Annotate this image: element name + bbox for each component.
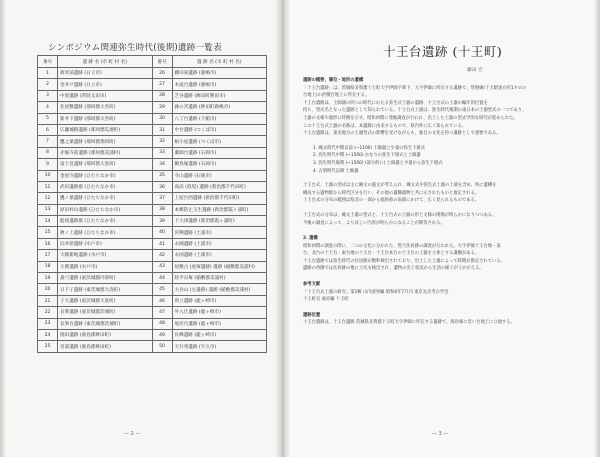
site-number: 12 xyxy=(38,193,58,204)
site-number: 44 xyxy=(152,273,172,284)
text-line: 十王台遺跡は、東北地方の土器型式の影響を受けながらも、独自の文化を持つ遺跡として重要である。 xyxy=(303,131,501,137)
article-author: 藤田 宏 xyxy=(467,68,483,73)
page-edge xyxy=(0,0,6,457)
text-line: 今後の調査によって、より詳しい内容が明らかになることが期待される。 xyxy=(303,220,445,226)
site-number: 49 xyxy=(152,329,172,340)
site-name: 木滝台遺跡 (鹿嶋市) xyxy=(172,79,267,90)
site-number: 37 xyxy=(152,193,172,204)
text-line: 十王台式の分布は、縄文土器の型式と、十王台式の土器の形と文様の関係が明らかになりつつある。 xyxy=(303,212,497,218)
text-line xyxy=(303,304,561,311)
site-number: 4 xyxy=(38,102,58,113)
text-line xyxy=(303,227,561,234)
site-number: 42 xyxy=(152,250,172,261)
table-title: シンポジウム関連弥生時代(後期)遺跡一覧表 xyxy=(48,43,222,53)
section-heading: 参考文献 xyxy=(303,282,321,288)
page-number: — 3 — xyxy=(432,431,449,437)
site-name: 芝谷遺跡 (鉾田町勝田市) xyxy=(172,90,267,101)
site-number: 33 xyxy=(152,147,172,158)
table-row xyxy=(38,250,267,261)
site-name: 長峯台遺跡 (東茨城郡茨城町) xyxy=(58,318,153,329)
site-number: 47 xyxy=(152,307,172,318)
site-name: 富士見遺跡 (那珂郡大洗町) xyxy=(58,159,153,170)
site-name: 長峯遺跡 (東茨城郡茨城町) xyxy=(58,307,153,318)
table-row xyxy=(38,204,267,215)
section-heading: 遺跡の概要、層位・地形の遺構 xyxy=(303,78,364,83)
site-name: 天行事遺跡 (牛久市) xyxy=(172,341,267,352)
site-number: 29 xyxy=(152,102,172,113)
site-name: 金屋寺遺跡 (ひたちなか市) xyxy=(58,170,153,181)
table-row xyxy=(38,193,267,204)
site-name: 屋敷古 (虎塚遺跡) 遺跡 (稲敷郡美浦村) xyxy=(172,261,267,272)
site-number: 1 xyxy=(38,68,58,79)
site-name: 原田杯山遺跡 (ひたちなか市) xyxy=(58,204,153,215)
site-name: 園田遺跡 (鹿島郡鉾田町) xyxy=(58,329,153,340)
site-number: 41 xyxy=(152,238,172,249)
site-name: 大鷲遺跡 (水戸市) xyxy=(58,261,153,272)
site-name: 向井原遺跡 (水戸市) xyxy=(58,238,153,249)
site-number: 16 xyxy=(38,238,58,249)
site-number: 15 xyxy=(38,227,58,238)
site-number: 46 xyxy=(152,295,172,306)
site-name: 根小屋遺跡 (つくば市) xyxy=(172,136,267,147)
section-heading: 遺跡位置 xyxy=(303,312,321,318)
page-edge xyxy=(594,0,600,457)
site-name: 尾岸台遺跡 (龍ヶ崎市) xyxy=(172,318,267,329)
site-name: 長峰遺跡 (龍ヶ崎市) xyxy=(172,329,267,340)
site-name: 宮輝遺跡 (土浦市) xyxy=(172,227,267,238)
site-name: 寺山遺跡 (石岡市) xyxy=(172,170,267,181)
site-name: 赤堀寺前遺跡 (那珂郡美浦村) xyxy=(58,147,153,158)
text-line: 「十王台式土器の研究」第1輯 山内清男編 昭和6年7月刊 東京先史考古学会 xyxy=(303,289,449,295)
table-row xyxy=(38,329,267,340)
table-row xyxy=(38,318,267,329)
site-name: 広瀬城跡遺跡 (那珂郡瓜連町) xyxy=(58,124,153,135)
site-number: 9 xyxy=(38,159,58,170)
table-row xyxy=(38,90,267,101)
site-number: 28 xyxy=(152,90,172,101)
site-name: 新井下遺跡 (那珂郡大宮町) xyxy=(58,113,153,124)
table-row xyxy=(38,227,267,238)
site-number: 26 xyxy=(152,68,172,79)
table-row xyxy=(38,341,267,352)
table-row xyxy=(38,181,267,192)
site-name: 永国遺跡 (土浦市) xyxy=(172,250,267,261)
site-name: 荷立遺跡 (龍ヶ崎市) xyxy=(172,295,267,306)
site-number: 25 xyxy=(38,341,58,352)
site-name: 藤田東遺跡 (鹿嶋市) xyxy=(172,68,267,79)
site-name: 鷹之巣遺跡 (那珂郡那珂町) xyxy=(58,136,153,147)
site-name: 中原遺跡 (常陸太田市) xyxy=(58,90,153,101)
text-line: 十王台遺跡は、十王台遺跡 茨城県多賀郡十王町大字伊師に所在する遺跡で、海岸線に近い台地上に立地する。 xyxy=(303,320,515,326)
table-row xyxy=(38,159,267,170)
site-number: 11 xyxy=(38,181,58,192)
text-line: 十王台遺跡は、土師器の四つの時代にわたる弥生式土器の遺跡、十王台式の土器の編年的位置を xyxy=(303,100,488,106)
site-name: 日下子遺跡 (東茨城郡大洗町) xyxy=(58,284,153,295)
site-number: 6 xyxy=(38,124,58,135)
site-number: 10 xyxy=(38,170,58,181)
site-name: 鍬鳥塚遺跡 (石岡市) xyxy=(172,159,267,170)
text-line: 昭和初期の調査の際に、二つの文化に分かれた、竪穴住居跡の調査が行われた。大字伊師十王台地・南 xyxy=(303,243,501,249)
table-row xyxy=(38,79,267,90)
site-name: 薬師台遺跡 (石岡市) xyxy=(172,147,267,158)
site-name: 武田遺跡群 (ひたちなか市) xyxy=(58,181,153,192)
site-number: 45 xyxy=(152,284,172,295)
site-name: 北屋敷遺跡 (那珂郡大宮町) xyxy=(58,102,153,113)
table-header-row xyxy=(38,56,267,68)
text-line: 十王町史 通史編 十王町 xyxy=(303,297,349,303)
site-number: 35 xyxy=(152,170,172,181)
site-number: 50 xyxy=(152,341,172,352)
header-no: 番号 xyxy=(38,56,58,68)
site-number: 17 xyxy=(38,250,58,261)
site-name: 中台遺跡 (つくば市) xyxy=(172,124,267,135)
article-body xyxy=(303,76,561,327)
header-no: 番号 xyxy=(152,56,172,68)
site-number: 19 xyxy=(38,273,58,284)
site-number: 5 xyxy=(38,113,58,124)
site-number: 39 xyxy=(152,216,172,227)
text-line: 十王台式、土器の型式は主に縄文の施文が考えられ、縄文式や弥生式土器の上層を含め、特に遺構を xyxy=(303,183,497,189)
table-row xyxy=(38,261,267,272)
text-line: 持ち、型式名となった遺跡として知られている。十王台式土器は、弥生時代後期の東日本の土器型式の一つであり、 xyxy=(303,108,527,114)
header-name: 遺 跡 名 (市 町 村 名) xyxy=(58,56,153,68)
table-row xyxy=(38,307,267,318)
site-number: 48 xyxy=(152,318,172,329)
site-number: 38 xyxy=(152,204,172,215)
site-list-table xyxy=(37,55,267,353)
site-name: 鉢の宮遺跡 (鉾田町鹿嶋市) xyxy=(172,102,267,113)
text-line: 3. 弥生時代後期 (~1500) (部分的に) 土師器と少量から弥生下層式 xyxy=(313,160,443,166)
table-row xyxy=(38,147,267,158)
text-line: 4. 古墳時代以降 土師器 xyxy=(313,168,359,174)
text-line: 遺跡の西側では住居跡の他に土坑も検出され、遺物の出土状況から生活の様子がうかがえる。 xyxy=(303,266,484,272)
site-name: 陸平貝塚 (稲敷郡美浦村) xyxy=(172,273,267,284)
site-name: 上屋台西遺跡 (新治郡千代田町) xyxy=(172,193,267,204)
text-line: 「十王台遺跡」は、茨城県多賀郡十王町大字伊師字峯下、大字伊師に所在する遺跡で、常磐線(十王駅東方約1キロの xyxy=(303,85,527,91)
site-name: 外入仕遺跡 (龍ヶ崎市) xyxy=(172,307,267,318)
table-row xyxy=(38,113,267,124)
site-number: 13 xyxy=(38,204,58,215)
book-gutter xyxy=(276,0,290,457)
site-name: 金井戸遺跡 (日立市) xyxy=(58,79,153,90)
site-number: 3 xyxy=(38,90,58,101)
text-line: 十王台遺跡では弥生時代の住居跡が数軒検出されており、出土した土器によって時期が推定されている。 xyxy=(303,258,505,264)
site-number: 20 xyxy=(38,284,58,295)
text-line xyxy=(303,175,561,182)
site-name: 鉾ノ上遺跡 (ひたちなか市) xyxy=(58,227,153,238)
site-name: 本郷防止玉生遺跡 (新治郡霞ヶ浦町) xyxy=(172,204,267,215)
text-line xyxy=(303,205,561,212)
text-line: 2. 弥生時代中期 (~1500) かなりの弥生下層式と土師器 xyxy=(313,153,421,159)
text-line: 1. 縄文時代中期以前 (~1100) 土師器と少量の弥生下層式 xyxy=(313,145,426,151)
text-line: 土器の文様や器形に特徴を示す。昭和初期に発掘調査が行われ、出土した土器の型式学的な研究が進められた。 xyxy=(303,115,518,121)
table-row xyxy=(38,124,267,135)
table-row xyxy=(38,284,267,295)
table-row xyxy=(38,216,267,227)
table-row xyxy=(38,170,267,181)
table-row xyxy=(38,68,267,79)
site-number: 32 xyxy=(152,136,172,147)
table-row xyxy=(38,136,267,147)
text-line: 台地上)の洪積台地上に所在する。 xyxy=(303,93,370,99)
site-name: 大谷山 (左遺跡) 遺跡 (稲敷郡美浦村) xyxy=(172,284,267,295)
site-number: 22 xyxy=(38,307,58,318)
site-name: 高浜 (仮堤) 遺跡 (新治郡千代田町) xyxy=(172,181,267,192)
site-number: 31 xyxy=(152,124,172,135)
site-number: 24 xyxy=(38,329,58,340)
site-name: 宮部遺跡 (鹿島郡鉾田町) xyxy=(58,341,153,352)
site-number: 7 xyxy=(38,136,58,147)
site-name: 鋳米前遺跡 (日立市) xyxy=(58,68,153,79)
site-name: 桑弓遺跡 (東茨城郡内原町) xyxy=(58,273,153,284)
page-number: — 2 — xyxy=(124,431,141,437)
text-line: 十王台式の分布の範囲は県北の一部から福島県の南部にかけて、広く見られるものである。 xyxy=(303,198,480,204)
table-row xyxy=(38,238,267,249)
site-name: 大駆新地遺跡 (水戸市) xyxy=(58,250,153,261)
table-row xyxy=(38,102,267,113)
table-row xyxy=(38,273,267,284)
site-number: 40 xyxy=(152,227,172,238)
site-name: 鷹ノ巣遺跡 (ひたちなか市) xyxy=(58,193,153,204)
site-number: 2 xyxy=(38,79,58,90)
site-name: 子大遺跡 (東茨城郡大洗町) xyxy=(58,295,153,306)
text-line xyxy=(303,273,561,280)
site-name: 八丁台遺跡 (下館市) xyxy=(172,113,267,124)
left-page xyxy=(0,0,283,457)
site-number: 27 xyxy=(152,79,172,90)
header-name: 遺 跡 名 (市 町 村 名) xyxy=(172,56,267,68)
site-name: 下大津遺跡 (新治郡霞ヶ浦町) xyxy=(172,216,267,227)
article-title: 十王台遺跡 (十王町) xyxy=(383,44,503,59)
site-name: 永國遺跡 (土浦市) xyxy=(172,238,267,249)
site-number: 34 xyxy=(152,159,172,170)
text-line: 台、北台の十王台・東台地の十王台・十王台本台の十王台の土器を主体とする遺構がある。 xyxy=(303,251,480,257)
text-line: 構成する遺物群から時代区分を行い、その他の遺構遺物と共に示されたものと推定される。 xyxy=(303,190,480,196)
site-number: 30 xyxy=(152,113,172,124)
text-line: この十王台式土器の名称は、本遺跡に由来するもので、県内外に広く知られている。 xyxy=(303,123,467,129)
site-number: 14 xyxy=(38,216,58,227)
table-row xyxy=(38,295,267,306)
site-number: 21 xyxy=(38,295,58,306)
site-number: 8 xyxy=(38,147,58,158)
text-line xyxy=(303,138,561,145)
site-number: 18 xyxy=(38,261,58,272)
section-heading: 2. 遺構 xyxy=(303,236,318,242)
site-number: 23 xyxy=(38,318,58,329)
site-number: 36 xyxy=(152,181,172,192)
table-body xyxy=(38,68,267,353)
site-number: 43 xyxy=(152,261,172,272)
site-name: 船窪遺跡群 (ひたちなか市) xyxy=(58,216,153,227)
